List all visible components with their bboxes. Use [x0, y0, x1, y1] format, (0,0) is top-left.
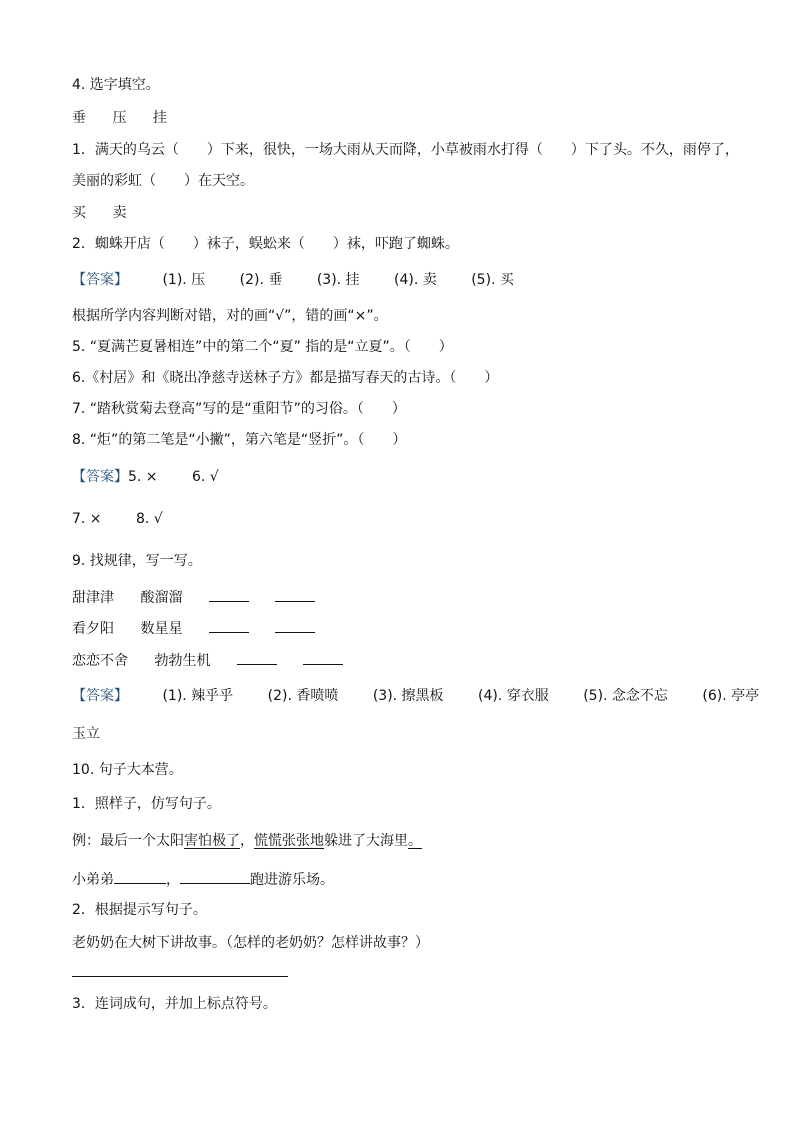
q9-answer — [72, 686, 759, 706]
pattern-word: 数星星 — [140, 621, 183, 637]
answer-item: (6). 亭亭 — [702, 688, 760, 704]
answer-blank[interactable] — [114, 869, 166, 884]
fill-text: 小弟弟 — [72, 872, 114, 888]
judge-item-7: 7. “踏秋赏菊去登高”写的是“重阳节”的习俗。（ ） — [72, 401, 406, 417]
q4-answer — [72, 270, 514, 290]
answer-tag: 【答案】 — [72, 469, 128, 485]
answer-tag: 【答案】 — [72, 272, 128, 288]
word-option: 压 — [112, 110, 127, 126]
word-option: 垂 — [72, 110, 86, 126]
answer-item: (4). 卖 — [394, 272, 437, 288]
answer-item: (2). 香喷喷 — [267, 688, 339, 704]
answer-item: (2). 垂 — [239, 272, 283, 288]
pattern-word: 看夕阳 — [72, 621, 114, 637]
answer-blank[interactable] — [303, 650, 343, 665]
answer-blank[interactable] — [275, 618, 315, 633]
answer-tag: 【答案】 — [72, 688, 128, 704]
q10-title: 10. 句子大本营。 — [72, 762, 183, 778]
answer-item: (1). 压 — [162, 272, 206, 288]
q10-hint: 老奶奶在大树下讲故事。（怎样的老奶奶？怎样讲故事？） — [72, 935, 429, 951]
answer-item: (4). 穿衣服 — [478, 688, 549, 704]
q4-word-set-2 — [72, 203, 126, 223]
q4-title: 4. 选字填空。 — [72, 77, 160, 93]
example-underlined: 害怕极了 — [184, 833, 240, 849]
answer-blank[interactable] — [237, 650, 277, 665]
q9-row-1 — [72, 587, 315, 608]
q9-answer-cont: 玉立 — [72, 726, 100, 742]
example-underlined: 。 — [408, 833, 422, 849]
answer-item: (5). 念念不忘 — [583, 688, 668, 704]
answer-item: (3). 擦黑板 — [372, 688, 444, 704]
q10-example — [72, 831, 422, 851]
fill-text: ， — [166, 872, 180, 888]
judge-answer-line-1 — [72, 467, 219, 487]
pattern-word: 勃勃生机 — [154, 653, 211, 669]
answer-item: 6. √ — [192, 469, 219, 485]
q4-word-set-1 — [72, 108, 167, 128]
judge-item-8: 8. “炬”的第二笔是“小撇”，第六笔是“竖折”。（ ） — [72, 432, 407, 448]
answer-blank[interactable] — [209, 587, 249, 602]
word-option: 买 — [72, 205, 86, 221]
example-text: 例：最后一个太阳 — [72, 833, 184, 849]
fill-text: 跑进游乐场。 — [250, 872, 334, 888]
q10-fill-sentence — [72, 869, 334, 890]
judge-intro: 根据所学内容判断对错，对的画“√”，错的画“×”。 — [72, 308, 388, 324]
example-text: ， — [240, 833, 254, 849]
judge-item-6: 6.《村居》和《晓出净慈寺送林子方》都是描写春天的古诗。（ ） — [72, 370, 499, 386]
judge-answer-line-2 — [72, 509, 163, 529]
answer-item: 8. √ — [136, 511, 163, 527]
answer-blank[interactable] — [180, 869, 250, 884]
answer-item: (3). 挂 — [316, 272, 360, 288]
q4-sentence-2: 2．蜘蛛开店（ ）袜子，蜈蚣来（ ）袜，吓跑了蜘蛛。 — [72, 236, 459, 252]
pattern-word: 甜津津 — [72, 590, 114, 606]
q9-row-2 — [72, 618, 315, 639]
answer-blank[interactable] — [275, 587, 315, 602]
q10-sub-3: 3．连词成句，并加上标点符号。 — [72, 996, 277, 1012]
q10-sub-1: 1．照样子，仿写句子。 — [72, 796, 221, 812]
answer-item: (5). 买 — [471, 272, 514, 288]
answer-item: 5. × — [128, 469, 158, 485]
answer-item: 7. × — [72, 511, 102, 527]
example-text: 躲进了大海里 — [324, 833, 408, 849]
answer-blank[interactable] — [209, 618, 249, 633]
judge-item-5: 5. “夏满芒夏暑相连”中的第二个“夏” 指的是“立夏”。（ ） — [72, 339, 453, 355]
word-option: 挂 — [152, 110, 167, 126]
q4-sentence-1-cont: 美丽的彩虹（ ）在天空。 — [72, 173, 254, 189]
answer-line[interactable] — [72, 976, 288, 977]
q10-sub-2: 2．根据提示写句子。 — [72, 902, 207, 918]
q9-row-3 — [72, 650, 343, 671]
pattern-word: 恋恋不舍 — [72, 653, 128, 669]
q4-sentence-1: 1．满天的乌云（ ）下来，很快，一场大雨从天而降，小草被雨水打得（ ）下了头。不久，雨停了， — [72, 142, 739, 158]
example-underlined: 慌慌张张地 — [254, 833, 324, 849]
pattern-word: 酸溜溜 — [140, 590, 183, 606]
word-option: 卖 — [112, 205, 127, 221]
q9-title: 9. 找规律，写一写。 — [72, 553, 202, 569]
answer-item: (1). 辣乎乎 — [162, 688, 234, 704]
